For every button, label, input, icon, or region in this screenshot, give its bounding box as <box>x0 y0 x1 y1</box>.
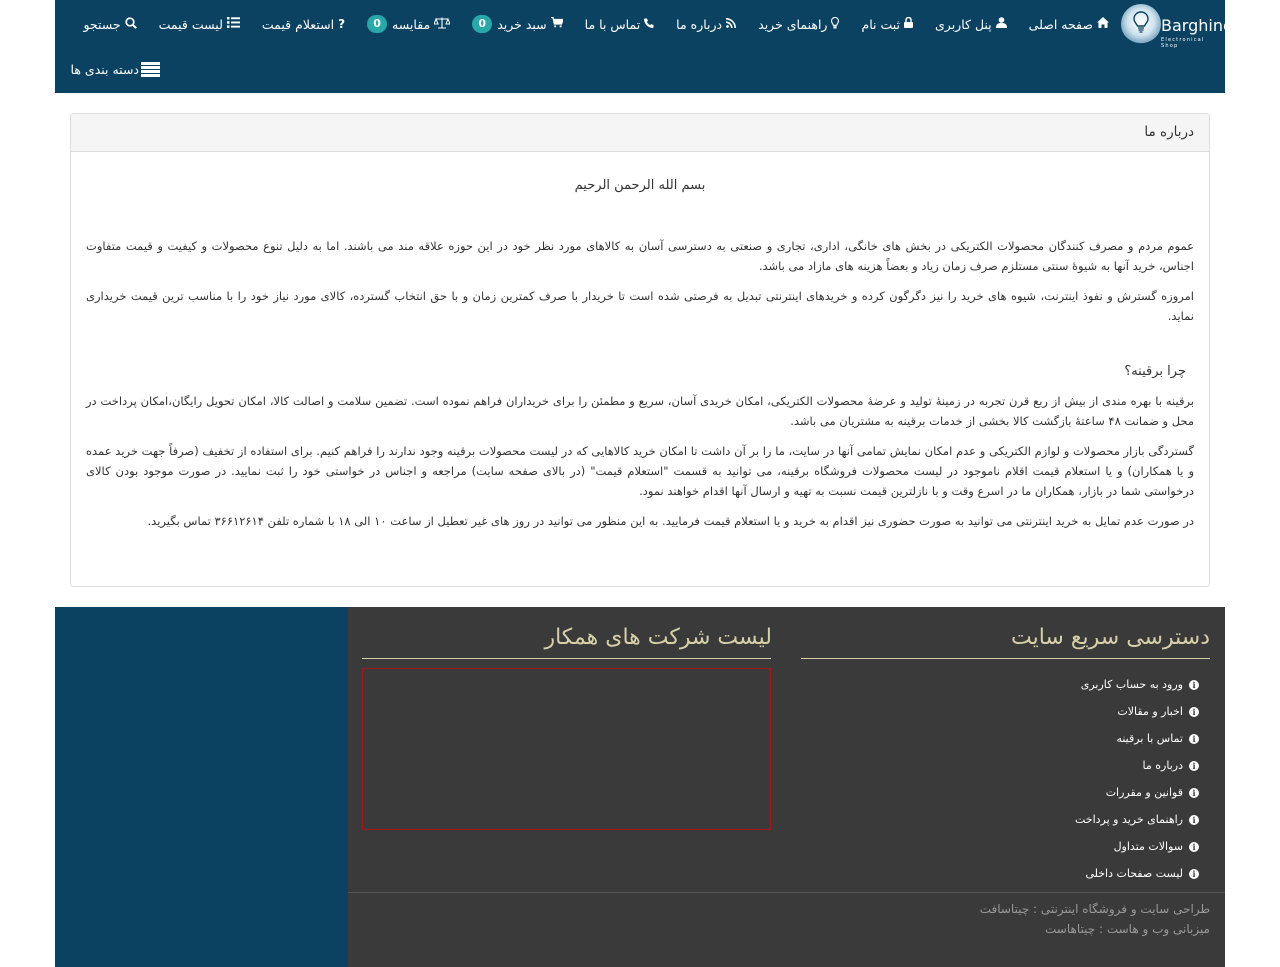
info-circle-icon: i <box>1189 842 1199 852</box>
brand-name: Barghine <box>1161 16 1233 35</box>
brand-logo[interactable] <box>1121 4 1233 49</box>
top-navbar <box>55 0 1233 93</box>
about-paragraph: گستردگی بازار محصولات و لوازم الکتریکی و عدم امکان نمایش تمامی آنها در سایت، ما را بر آن داشت تا امکان خرید کالاهایی که در لیست محصولات برقینه وجود ندارند را فراهم کنیم. برای استفاده از تخفیف (صرفاً جهت خرید عمده و یا همکاران) و یا استعلام قیمت اقلام ناموجود در لیست محصولات فروشگاه برقینه، می توانید به قسمت "استعلام قیمت" (در بالای صفحه سایت) مراجعه و اجناس در خواستی خود را ثبت نمایید. در صورت موجود بودن کالای درخواستی شما در بازار، همکاران ما در اسرع وقت و با نازلترین قیمت نسبت به تهیه و ارسال آنها اقدام خواهند نمود. <box>86 444 1194 498</box>
search-icon <box>125 17 137 32</box>
list-icon <box>227 17 240 31</box>
rss-icon <box>726 17 736 31</box>
quick-link-label: راهنمای خرید و پرداخت <box>1074 813 1183 826</box>
quick-link-buy-guide[interactable] <box>1075 806 1199 833</box>
nav-cart[interactable] <box>472 15 562 33</box>
footer-credits <box>980 899 1210 939</box>
nav-search-label: جستجو <box>83 16 121 32</box>
quick-link-label: لیست صفحات داخلی <box>1085 867 1183 880</box>
info-circle-icon: i <box>1189 707 1199 717</box>
nav-cart-label: سبد خرید <box>497 16 547 32</box>
about-paragraph: عموم مردم و مصرف کنندگان محصولات الکتریکی در بخش های خانگی، اداری، تجاری و صنعتی به دسترسی آسان به کالاهای مورد نظر خود در این حوزه علاقه مند می باشند. اما به دلیل تنوع محصولات و کیفیت و قیمت متفاوت اجناس، خرید آنها به شیوهٔ سنتی مستلزم صرف زمان زیاد و بعضاً هزینه های مازاد می باشد. <box>86 239 1194 273</box>
quick-link-login[interactable] <box>1075 671 1199 698</box>
compare-count-badge: 0 <box>367 15 387 33</box>
nav-price-inquiry-label: استعلام قیمت <box>261 16 335 32</box>
about-paragraph: برقینه با بهره مندی از بیش از ربع قرن تجربه در زمینهٔ تولید و عرضهٔ محصولات الکتریکی، امکان خریدی آسان، سریع و مطمئن را برای خریداران فراهم نموده است. تضمین سلامت و اصالت کالا، امکان تحویل رایگان،امکان پرداخت در محل و ضمانت ۴۸ ساعتهٔ بازگشت کالا بخشی از خدمات برقینه به مشتریان می باشد. <box>86 394 1194 428</box>
about-panel-body <box>71 176 1209 531</box>
quick-link-sitemap[interactable] <box>1075 860 1199 887</box>
main-nav <box>61 0 1109 48</box>
home-icon <box>1097 17 1109 31</box>
nav-about[interactable] <box>676 17 736 32</box>
nav-contact-label: تماس با ما <box>584 16 641 32</box>
nav-price-list-label: لیست قیمت <box>158 16 223 32</box>
info-circle-icon: i <box>1189 734 1199 744</box>
quick-access-title: دسترسی سریع سایت <box>1010 625 1210 650</box>
nav-register[interactable] <box>861 17 913 32</box>
nav-about-label: درباره ما <box>676 16 723 32</box>
quick-link-faq[interactable] <box>1075 833 1199 860</box>
quick-link-label: درباره ما <box>1142 759 1183 772</box>
quick-link-label: تماس با برقینه <box>1116 732 1183 745</box>
phone-icon <box>644 17 654 31</box>
credit-host-link[interactable]: میزبانی وب و هاست : چیتاهاست <box>1045 922 1210 936</box>
brand-tagline: Electronical Shop <box>1161 37 1205 49</box>
info-circle-icon: i <box>1189 761 1199 771</box>
lock-icon <box>904 17 913 31</box>
nav-register-label: ثبت نام <box>861 16 901 32</box>
nav-user-panel-label: پنل کاربری <box>935 16 992 32</box>
nav-contact[interactable] <box>585 17 655 32</box>
lightbulb-logo-icon <box>1133 11 1149 33</box>
why-barghine-heading: چرا برقینه؟ <box>1124 364 1186 379</box>
footer-side-panel <box>55 607 348 967</box>
about-paragraph: امروزه گسترش و نفوذ اینترنت، شیوه های خرید را نیز دگرگون کرده و خریدهای اینترنتی تبدیل به فرصتی شده است تا خریدار با صرف کمترین زمان و با حق انتخاب گسترده، کالای مورد نیاز خود را با مناسب ترین قیمت خریداری نماید. <box>86 289 1194 323</box>
quick-link-rules[interactable] <box>1075 779 1199 806</box>
footer-divider <box>348 892 1225 893</box>
info-circle-icon: i <box>1189 788 1199 798</box>
nav-buy-guide[interactable] <box>758 17 839 32</box>
quick-link-label: ورود به حساب کاربری <box>1080 678 1183 691</box>
nav-buy-guide-label: راهنمای خرید <box>758 16 828 32</box>
partners-list-box <box>362 668 771 830</box>
nav-search[interactable] <box>83 17 136 32</box>
nav-categories-label: دسته بندی ها <box>70 62 139 77</box>
quick-link-label: اخبار و مقالات <box>1117 705 1183 718</box>
info-circle-icon: i <box>1189 815 1199 825</box>
about-panel <box>70 113 1210 587</box>
credit-design-link[interactable]: طراحی سایت و فروشگاه اینترنتی : چیتاسافت <box>979 902 1210 916</box>
quick-link-contact[interactable] <box>1075 725 1199 752</box>
quick-link-news[interactable] <box>1075 698 1199 725</box>
cart-icon <box>551 17 563 31</box>
hamburger-icon <box>141 62 160 77</box>
info-circle-icon: i <box>1189 680 1199 690</box>
nav-compare-label: مقایسه <box>392 16 431 32</box>
info-circle-icon: i <box>1189 869 1199 879</box>
site-footer <box>55 607 1225 967</box>
quick-access-divider <box>801 658 1210 659</box>
logo-bulb-icon <box>1121 4 1161 44</box>
balance-scale-icon <box>434 17 450 32</box>
quick-link-about[interactable] <box>1075 752 1199 779</box>
nav-user-panel[interactable] <box>935 17 1007 32</box>
quick-link-label: قوانین و مقررات <box>1105 786 1183 799</box>
partners-divider <box>362 658 771 659</box>
lightbulb-icon <box>831 17 839 32</box>
nav-home-label: صفحه اصلی <box>1028 16 1093 32</box>
nav-categories[interactable] <box>71 62 160 77</box>
quick-access-list <box>1075 671 1199 887</box>
about-panel-title: درباره ما <box>71 114 1209 152</box>
nav-price-list[interactable] <box>159 17 240 32</box>
question-icon: ? <box>338 17 346 31</box>
nav-price-inquiry[interactable] <box>262 17 345 32</box>
cart-count-badge: 0 <box>472 15 492 33</box>
bismillah-heading: بسم الله الرحمن الرحیم <box>574 178 706 193</box>
about-paragraph: در صورت عدم تمایل به خرید اینترنتی می توانید به صورت حضوری نیز اقدام به خرید و یا استعلام قیمت فرمایید. به این منظور می توانید در روز های غیر تعطیل از ساعت ۱۰ الی ۱۸ با شماره تلفن ۳۶۶۱۲۶۱۴ تماس بگیرید. <box>147 514 1194 528</box>
quick-link-label: سوالات متداول <box>1113 840 1183 853</box>
user-icon <box>996 17 1007 31</box>
partners-title: لیست شرکت های همکار <box>544 625 772 650</box>
nav-home[interactable] <box>1029 17 1109 32</box>
nav-compare[interactable] <box>367 15 450 33</box>
